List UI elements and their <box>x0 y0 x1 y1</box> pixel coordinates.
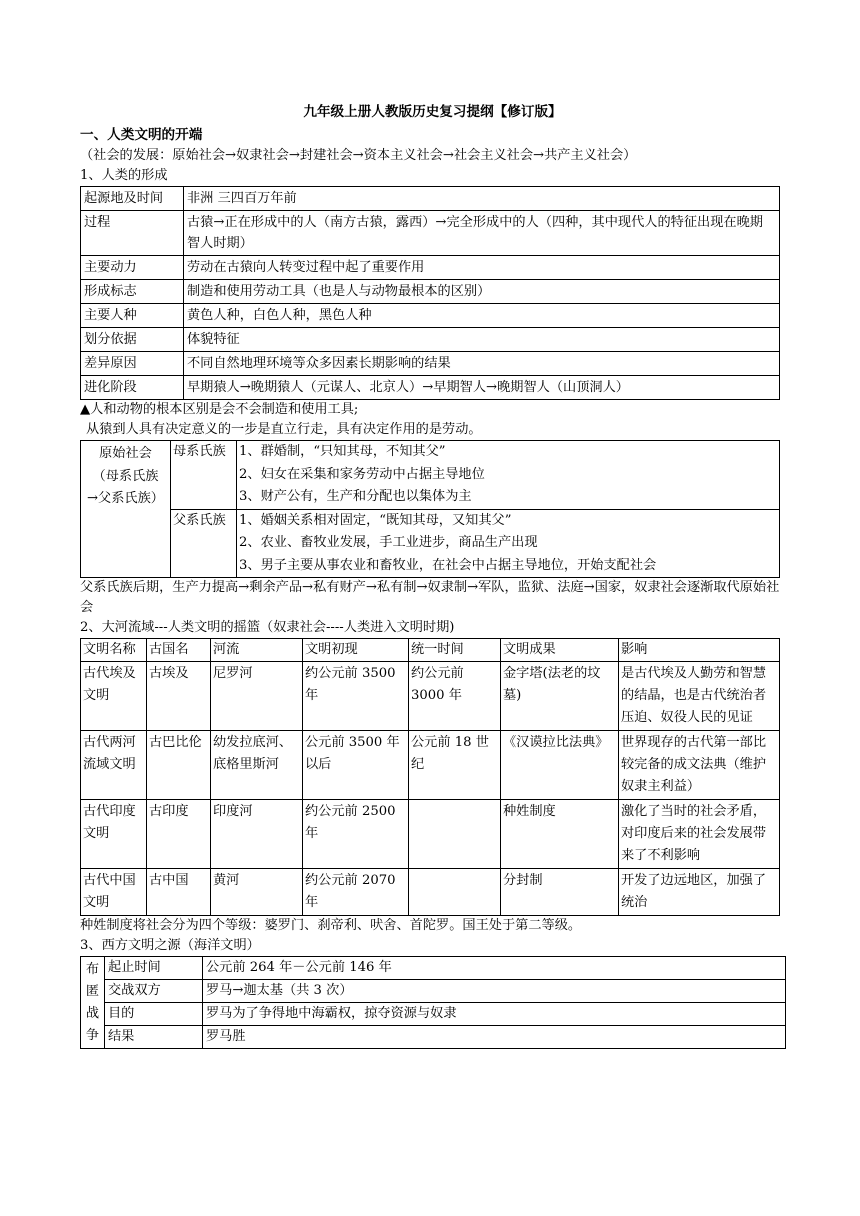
column-header: 文明名称 <box>81 639 147 662</box>
list-item: 1、婚姻关系相对固定，“既知其母，又知其父” <box>239 512 512 528</box>
list-item: 1、群婚制，“只知其母，不知其父” <box>239 444 446 459</box>
river-civilizations-table <box>80 638 780 916</box>
table-cell: 印度河 <box>211 800 303 869</box>
row-label: 目的 <box>105 1003 203 1026</box>
list-item: 2、农业、畜牧业发展，手工业进步，商品生产出现 <box>239 535 538 550</box>
table-cell: 约公元前 3000 年 <box>409 662 501 731</box>
table-cell: 古中国 <box>147 869 211 916</box>
table-row <box>81 869 780 916</box>
table-cell: 公元前 3500 年以后 <box>303 731 409 800</box>
row-value: 体貌特征 <box>184 328 780 352</box>
row-value: 古猿→正在形成中的人（南方古猿，露西）→完全形成中的人（四种，其中现代人的特征出现在晚期智人时期） <box>184 211 780 256</box>
table-cell: 古代两河流域文明 <box>81 731 147 800</box>
row-label: 主要人种 <box>81 304 184 328</box>
primitive-society-table <box>80 440 780 578</box>
row-value: 黄色人种，白色人种，黑色人种 <box>184 304 780 328</box>
table-header-row <box>81 639 780 662</box>
label-char: 战 <box>85 1005 100 1021</box>
table-cell: 约公元前 2070年 <box>303 869 409 916</box>
table-row <box>81 328 780 352</box>
document-title: 九年级上册人教版历史复习提纲【修订版】 <box>303 104 562 120</box>
table-row <box>81 441 780 510</box>
table-row <box>81 280 780 304</box>
row-label: 交战双方 <box>105 980 203 1003</box>
table-row <box>81 731 780 800</box>
table-cell: 古埃及 <box>147 662 211 731</box>
punic-wars-table <box>80 956 786 1049</box>
row-label: 过程 <box>81 211 184 256</box>
row-label: 差异原因 <box>81 352 184 376</box>
label-line: 原始社会 <box>99 446 152 461</box>
subheading-human-formation: 1、人类的形成 <box>80 168 168 183</box>
row-label: 划分依据 <box>81 328 184 352</box>
patrilineal-note: 父系氏族后期，生产力提高→剩余产品→私有财产→私有制→奴隶制→军队，监狱、法庭→国家，奴隶社会逐渐取代原始社会 <box>80 580 780 615</box>
row-value: 非洲 三四百万年前 <box>184 187 780 211</box>
list-item: 3、男子主要从事农业和畜牧业，在社会中占据主导地位，开始支配社会 <box>239 557 657 573</box>
row-value: 罗马胜 <box>203 1026 786 1049</box>
primitive-society-label <box>81 441 171 578</box>
table-cell: 古代埃及文明 <box>81 662 147 731</box>
society-development-note: （社会的发展：原始社会→奴隶社会→封建社会→资本主义社会→社会主义社会→共产主义社会） <box>80 148 637 163</box>
table-cell: 分封制 <box>501 869 619 916</box>
table-cell: 幼发拉底河、底格里斯河 <box>211 731 303 800</box>
table-cell: 黄河 <box>211 869 303 916</box>
table-row <box>81 352 780 376</box>
table-cell: 《汉谟拉比法典》 <box>501 731 619 800</box>
row-label: 进化阶段 <box>81 376 184 400</box>
table-row <box>81 800 780 869</box>
subheading-western-civilization: 3、西方文明之源（海洋文明） <box>80 938 260 953</box>
label-char: 匿 <box>85 983 100 999</box>
table-row <box>81 957 786 980</box>
column-header: 统一时间 <box>409 639 501 662</box>
row-value: 不同自然地理环境等众多因素长期影响的结果 <box>184 352 780 376</box>
row-value: 劳动在古猿向人转变过程中起了重要作用 <box>184 256 780 280</box>
table-cell <box>409 800 501 869</box>
column-header: 文明初现 <box>303 639 409 662</box>
row-label: 起源地及时间 <box>81 187 184 211</box>
table-cell: 开发了边远地区，加强了统治 <box>619 869 780 916</box>
table-row <box>81 256 780 280</box>
list-item: 2、妇女在采集和家务劳动中占据主导地位 <box>239 466 485 482</box>
section-heading: 一、人类文明的开端 <box>80 127 203 143</box>
patrilineal-points <box>237 509 780 578</box>
row-value: 早期猿人→晚期猿人（元谋人、北京人）→早期智人→晚期智人（山顶洞人） <box>184 376 780 400</box>
label-char: 争 <box>85 1027 100 1043</box>
row-value: 公元前 264 年－公元前 146 年 <box>203 957 786 980</box>
table-row <box>81 980 786 1003</box>
punic-wars-label <box>81 957 105 1049</box>
label-line: →父系氏族） <box>87 491 164 506</box>
column-header: 古国名 <box>147 639 211 662</box>
row-value: 罗马→迦太基（共 3 次） <box>203 980 786 1003</box>
table-cell: 金字塔(法老的坟墓) <box>501 662 619 731</box>
table-cell: 是古代埃及人勤劳和智慧的结晶，也是古代统治者压迫、奴役人民的见证 <box>619 662 780 731</box>
column-header: 文明成果 <box>501 639 619 662</box>
table-row <box>81 509 780 578</box>
table-cell <box>409 869 501 916</box>
label-char: 布 <box>85 961 100 977</box>
key-point-note-2: 从猿到人具有决定意义的一步是直立行走，具有决定作用的是劳动。 <box>86 422 482 437</box>
table-cell: 古印度 <box>147 800 211 869</box>
row-value: 罗马为了争得地中海霸权，掠夺资源与奴隶 <box>203 1003 786 1026</box>
row-value: 制造和使用劳动工具（也是人与动物最根本的区别） <box>184 280 780 304</box>
table-row <box>81 304 780 328</box>
table-cell: 古巴比伦 <box>147 731 211 800</box>
table-cell: 约公元前 3500年 <box>303 662 409 731</box>
matrilineal-label: 母系氏族 <box>171 441 237 510</box>
table-row <box>81 1003 786 1026</box>
table-cell: 古代印度文明 <box>81 800 147 869</box>
matrilineal-points <box>237 441 780 510</box>
table-row <box>81 662 780 731</box>
table-row <box>81 187 780 211</box>
table-cell: 种姓制度 <box>501 800 619 869</box>
table-row <box>81 211 780 256</box>
column-header: 影响 <box>619 639 780 662</box>
table-cell: 尼罗河 <box>211 662 303 731</box>
key-point-note: ▲人和动物的根本区别是会不会制造和使用工具; <box>80 402 359 417</box>
table-cell: 世界现存的古代第一部比较完备的成文法典（维护奴隶主利益） <box>619 731 780 800</box>
table-cell: 公元前 18 世纪 <box>409 731 501 800</box>
document-page <box>80 100 785 1049</box>
column-header: 河流 <box>211 639 303 662</box>
label-line: （母系氏族 <box>92 468 159 484</box>
row-label: 结果 <box>105 1026 203 1049</box>
patrilineal-label: 父系氏族 <box>171 509 237 578</box>
table-cell: 约公元前 2500年 <box>303 800 409 869</box>
table-cell: 古代中国文明 <box>81 869 147 916</box>
table-row <box>81 1026 786 1049</box>
row-label: 主要动力 <box>81 256 184 280</box>
row-label: 形成标志 <box>81 280 184 304</box>
list-item: 3、财产公有，生产和分配也以集体为主 <box>239 489 472 504</box>
row-label: 起止时间 <box>105 957 203 980</box>
subheading-river-civilizations: 2、大河流域---人类文明的摇篮（奴隶社会----人类进入文明时期) <box>80 620 455 635</box>
caste-system-note: 种姓制度将社会分为四个等级：婆罗门、刹帝利、吠舍、首陀罗。国王处于第二等级。 <box>80 918 582 933</box>
table-cell: 激化了当时的社会矛盾，对印度后来的社会发展带来了不利影响 <box>619 800 780 869</box>
human-formation-table <box>80 186 780 400</box>
table-row <box>81 376 780 400</box>
